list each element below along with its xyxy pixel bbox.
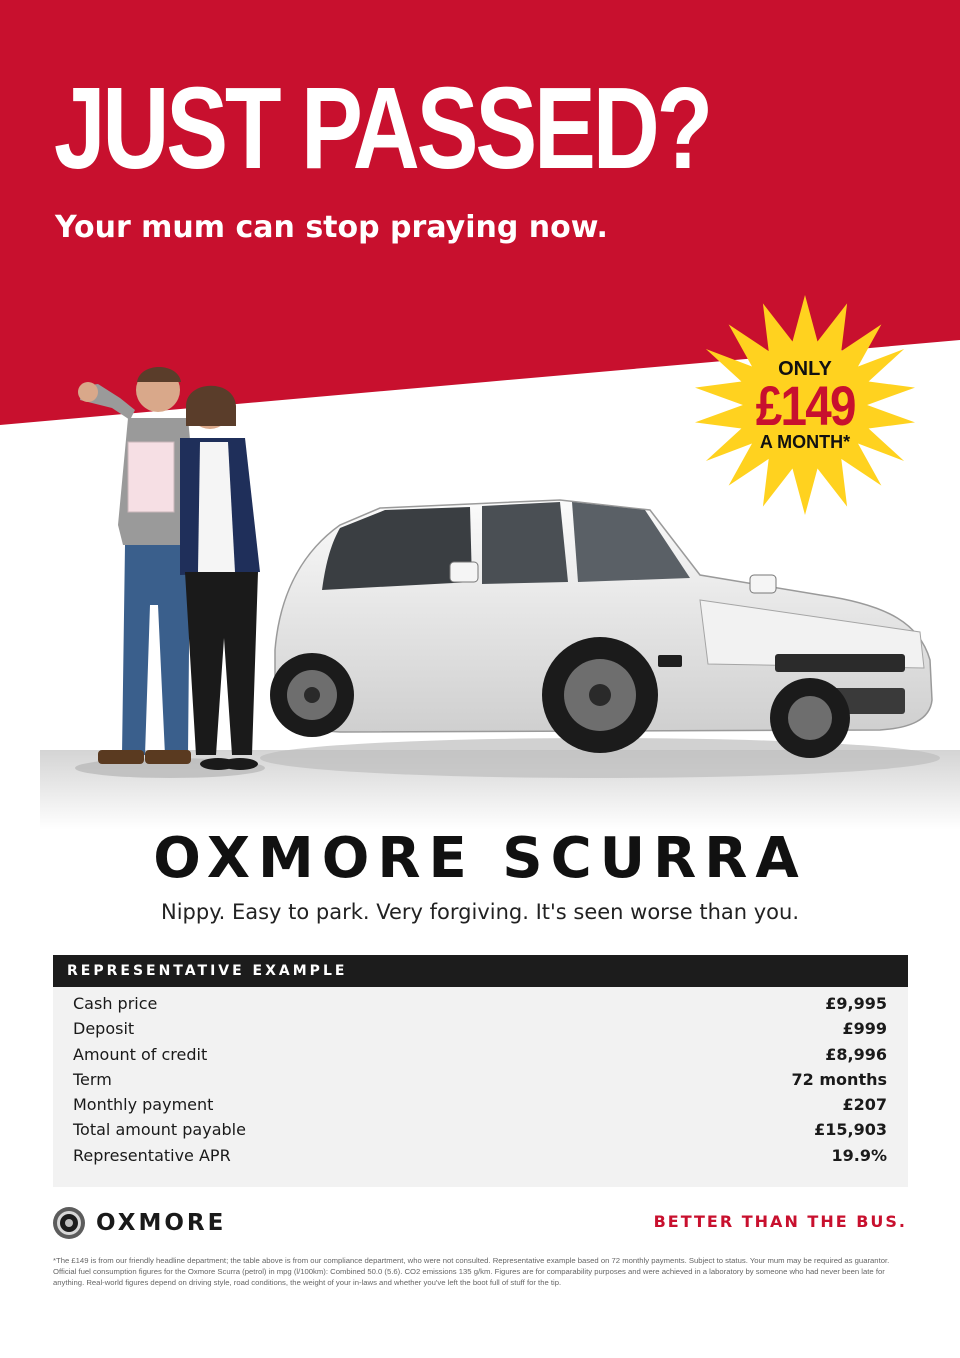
brand-wordmark: OXMORE [96,1210,227,1236]
subheadline: Your mum can stop praying now. [55,210,608,245]
headline: JUST PASSED? [54,63,711,193]
brand-slogan: BETTER THAN THE BUS. [653,1212,907,1231]
row-label: Cash price [73,994,158,1013]
table-row [53,1092,908,1117]
legal-disclaimer: *The £149 is from our friendly headline department; the table above is from our compliance department, who were not consulted. Representative example based on 72 monthly payments. Subject to status. Your mum may be required as guarantor. Official fuel consumption figures for the Oxmore Scurra (petrol) in mpg (l/100km): Combined 50.0 (5.6). CO2 emissions 135 g/km. Figures are for comparability purposes and were achieved in a laboratory by someone who had never been late for anything. Real-world figures depend on driving style, road conditions, the weight of your in-laws and whether you've left the boot full of stuff for the tip. [53,1256,890,1287]
row-label: Representative APR [73,1145,231,1165]
row-value: £8,996 [825,1044,887,1064]
model-tagline: Nippy. Easy to park. Very forgiving. It's seen worse than you. [160,900,800,924]
badge-month-label: A MONTH* [759,431,851,452]
table-title: REPRESENTATIVE EXAMPLE [53,955,908,987]
model-name: OXMORE SCURRA [153,826,807,891]
table-row [53,1042,908,1067]
finance-rows [53,987,908,1168]
row-value: £9,995 [825,994,887,1013]
table-row [53,1067,908,1092]
table-row [53,991,908,1016]
row-label: Monthly payment [73,1095,214,1115]
row-label: Deposit [73,1019,135,1039]
badge-price: £149 [755,374,855,438]
row-label: Total amount payable [73,1120,246,1140]
table-row [53,1016,908,1041]
row-value: £207 [842,1095,887,1115]
row-value: £15,903 [814,1120,887,1140]
row-label: Amount of credit [73,1044,208,1064]
oxmore-logo [52,1206,226,1240]
row-label: Term [73,1069,112,1089]
table-row [53,1117,908,1142]
row-value: 19.9% [831,1145,887,1165]
representative-example-table [53,955,908,1187]
table-row [53,1143,908,1168]
oxmore-logo-icon [52,1206,86,1240]
row-value: £999 [842,1019,887,1039]
badge-only-label: ONLY [778,358,832,381]
row-value: 72 months [791,1069,887,1089]
price-badge-text [695,295,915,515]
